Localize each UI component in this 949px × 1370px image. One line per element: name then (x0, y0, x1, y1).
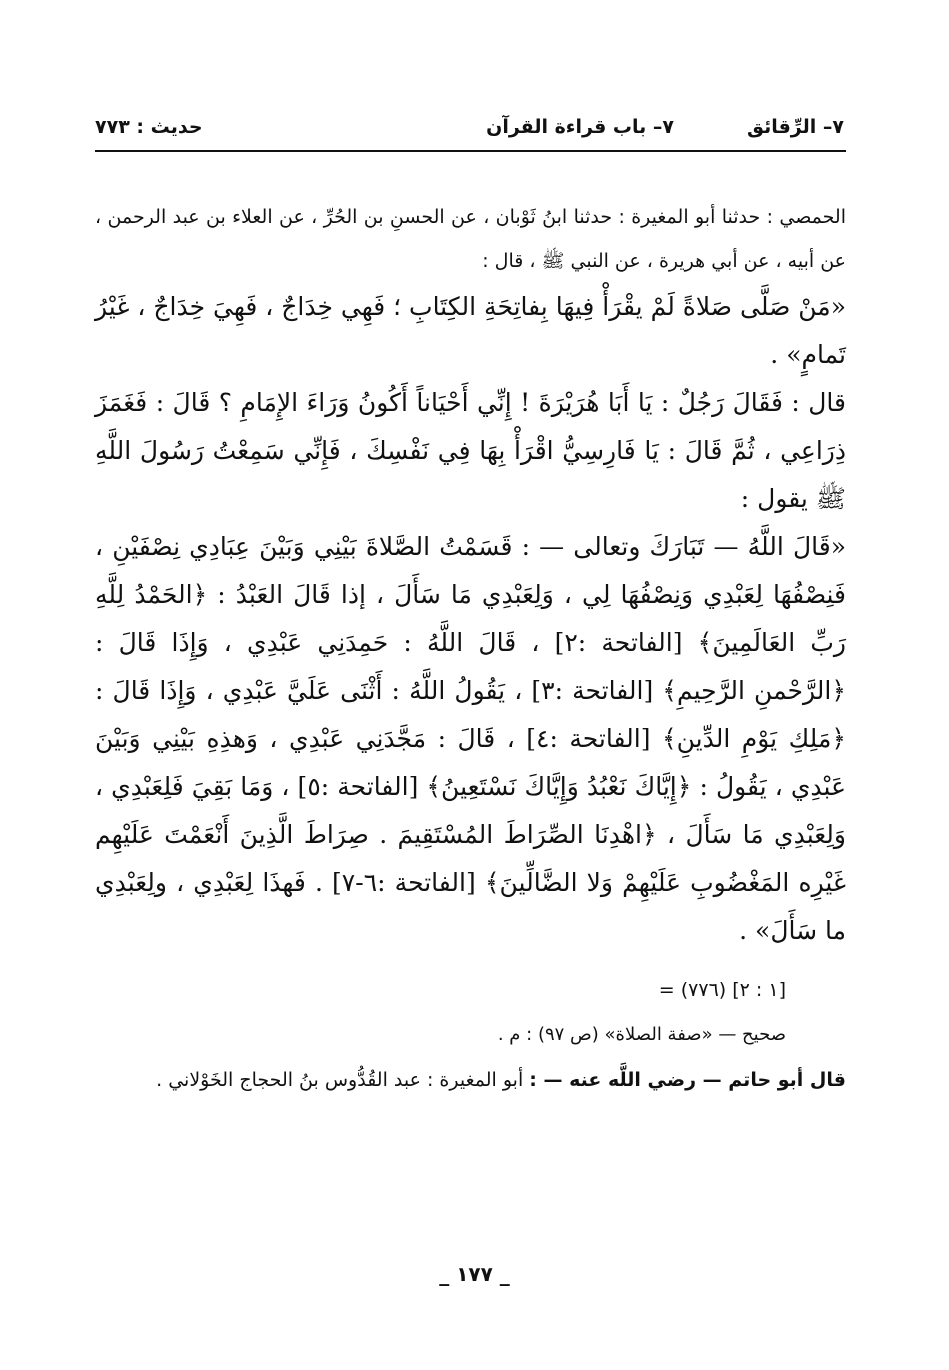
page-body (95, 195, 846, 1103)
author-note-text: أبو المغيرة : عبد القُدُّوس بنُ الحجاج الخَوْلاني . (156, 1069, 530, 1091)
matn-paragraph-2: قال : فَقَالَ رَجُلٌ : يَا أَبَا هُرَيْرَةَ ! إِنِّي أَحْيَاناً أَكُونُ وَرَاءَ الإِمَامِ ؟ قَالَ : فَغَمَزَ ذِرَاعِي ، ثُمَّ قَالَ : يَا فَارِسِيُّ اقْرَأْ بِهَا فِي نَفْسِكَ ، فَإِنِّي سَمِعْتُ رَسُولَ اللَّهِ ﷺ يقول : (95, 388, 846, 513)
header-section: ٧– باب قراءة القرآن (486, 116, 674, 138)
author-note (95, 1057, 846, 1103)
hadith-reference (95, 967, 786, 1013)
grading-line: صحيح — «صفة الصلاة» (ص ٩٧) : م . (497, 1024, 786, 1045)
author-note-lead: قال أبو حاتم — رضي اللَّه عنه — : (529, 1069, 846, 1091)
matn-paragraph-1: «مَنْ صَلَّى صَلاةً لَمْ يقْرَأْ فِيهَا بِفاتِحَةِ الكِتَابِ ؛ فَهِي خِدَاجٌ ، فَهِيَ خِدَاجٌ ، غَيْرُ تَمامٍ» . (95, 292, 846, 369)
hadith-reference-text: = (٧٧٦) [١ : ٢] (658, 979, 786, 1001)
matn-paragraph-3: «قَالَ اللَّهُ — تَبَارَكَ وتعالى — : قَسَمْتُ الصَّلاةَ بَيْنِي وَبَيْنَ عِبَادِي نِصْفَيْنِ ، فَنِصْفُهَا لِعَبْدِي وَنِصْفُهَا لِي ، وَلِعَبْدِي مَا سَأَلَ ، إذا قَالَ العَبْدُ : ﴿الحَمْدُ لِلَّهِ رَبِّ العَالَمِينَ﴾ [الفاتحة :٢] ، قَالَ اللَّهُ : حَمِدَنِي عَبْدِي ، وَإِذَا قَالَ : ﴿الرَّحْمنِ الرَّحِيمِ﴾ [الفاتحة :٣] ، يَقُولُ اللَّهُ : أَثْنَى عَلَيَّ عَبْدِي ، وَإِذَا قَالَ : ﴿مَلِكِ يَوْمِ الدِّينِ﴾ [الفاتحة :٤] ، قَالَ : مَجَّدَنِي عَبْدِي ، وَهذِهِ بَيْنِي وَبَيْنَ عَبْدِي ، يَقُولُ : ﴿إِيَّاكَ نَعْبُدُ وَإِيَّاكَ نَسْتَعِينُ﴾ [الفاتحة :٥] ، وَمَا بَقِيَ فَلِعَبْدِي ، وَلِعَبْدِي مَا سَأَلَ ، ﴿اهْدِنَا الصِّرَاطَ المُسْتَقِيمَ . صِرَاطَ الَّذِينَ أَنْعَمْتَ عَلَيْهِم غَيْرِه المَغْضُوبِ عَلَيْهِمْ وَلا الضَّالِّينَ﴾ [الفاتحة :٦-٧] . فَهذَا لِعَبْدِي ، ولِعَبْدِي ما سَأَلَ» . (95, 532, 847, 945)
header-chapter: ٧– الرِّقائق (746, 116, 844, 138)
isnad-paragraph: الحمصي : حدثنا أبو المغيرة : حدثنا ابنُ ثَوْبان ، عن الحسنِ بن الحُرِّ ، عن العلاء بن عبد الرحمن ، عن أبيه ، عن أبي هريرة ، عن النبي ﷺ ، قال : (95, 206, 846, 272)
page-number: _ ١٧٧ _ (439, 1262, 510, 1286)
header-rule (95, 150, 846, 152)
running-header (95, 112, 844, 148)
header-hadith-number: حديث : ٧٧٣ (95, 116, 203, 138)
